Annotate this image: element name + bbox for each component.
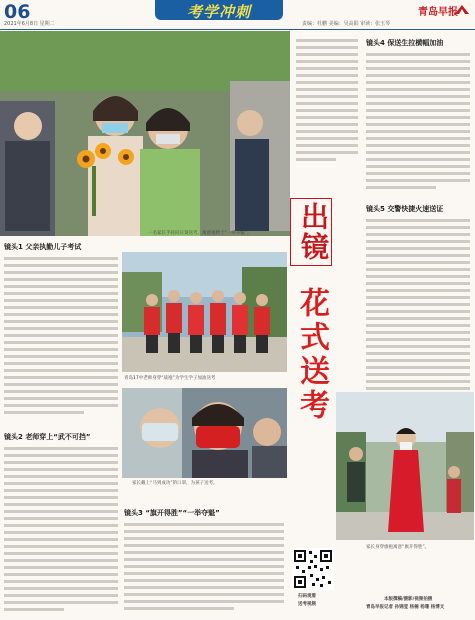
header-rule [0, 29, 475, 30]
banner-title: 考学冲刺 [186, 3, 251, 21]
credits-line-1: 本版撰稿/摄影/视频拍摄 [384, 597, 433, 602]
caption-top-photo: 一名家长手持向日葵送考，寓意驰骋于“一举夺魁”。 [148, 231, 252, 236]
qr-label-1: 扫码观看 [298, 594, 316, 599]
section-3-body [124, 522, 284, 613]
caption-bottom-right: 家长身穿旗袍寓意“旗开得胜”。 [366, 545, 430, 550]
section-4-heading [366, 38, 443, 48]
photo-mask-parent [122, 388, 287, 478]
staff-credits: 责编：杜鹏 美编：吴高阳 审读：张玉琴 [302, 21, 391, 27]
caption-mid-right: 家长戴上“马到成功”的口罩，为孩子送考。 [132, 481, 218, 486]
section-1-body [4, 256, 118, 417]
section-4-label: 镜头4 [366, 39, 385, 47]
section-2-heading [4, 432, 91, 442]
issue-date: 2021年6月8日 星期二 [4, 21, 55, 27]
section-3-title: “旗开得胜”“一举夺魁” [145, 509, 220, 517]
section-5-heading [366, 204, 443, 214]
section-5-title: 交警快捷火速送证 [387, 205, 444, 213]
section-3-heading [124, 508, 220, 518]
qr-label-2: 送考视频 [298, 602, 316, 607]
section-4-body [366, 52, 470, 192]
vertical-title-bottom: 花式送考 [294, 287, 329, 423]
section-banner [155, 0, 283, 20]
section-5-label: 镜头5 [366, 205, 385, 213]
caption-mid-left: 青岛17中老师身穿“战袍”为学生学子加油送考 [124, 376, 216, 381]
intro-text-column [296, 38, 360, 198]
section-2-label: 镜头2 [4, 433, 23, 441]
section-2-title: 老师穿上“武不可挡” [25, 433, 91, 441]
photo-sunflower-parent [0, 31, 290, 236]
credits-line-2: 青岛早报记者 孙锦莹 杨楠 杨珊 杨博文 [366, 605, 445, 610]
section-2-body [4, 446, 118, 614]
vertical-title-box [290, 198, 332, 266]
section-3-label: 镜头3 [124, 509, 143, 517]
page-header [0, 0, 475, 30]
section-4-title: 保送生拉横幅加油 [387, 39, 444, 47]
section-1-heading [4, 242, 81, 252]
newspaper-logo: 青岛早报 [418, 7, 458, 18]
section-1-label: 镜头1 [4, 243, 23, 251]
logo-icon [455, 4, 469, 15]
section-1-title: 父亲执勤儿子考试 [25, 243, 82, 251]
page-number: 06 [4, 1, 31, 23]
photo-qipao-parent [336, 392, 474, 540]
qr-code[interactable] [292, 548, 334, 590]
vertical-title-top: 出镜 [297, 202, 330, 262]
photo-teachers-red [122, 252, 287, 372]
